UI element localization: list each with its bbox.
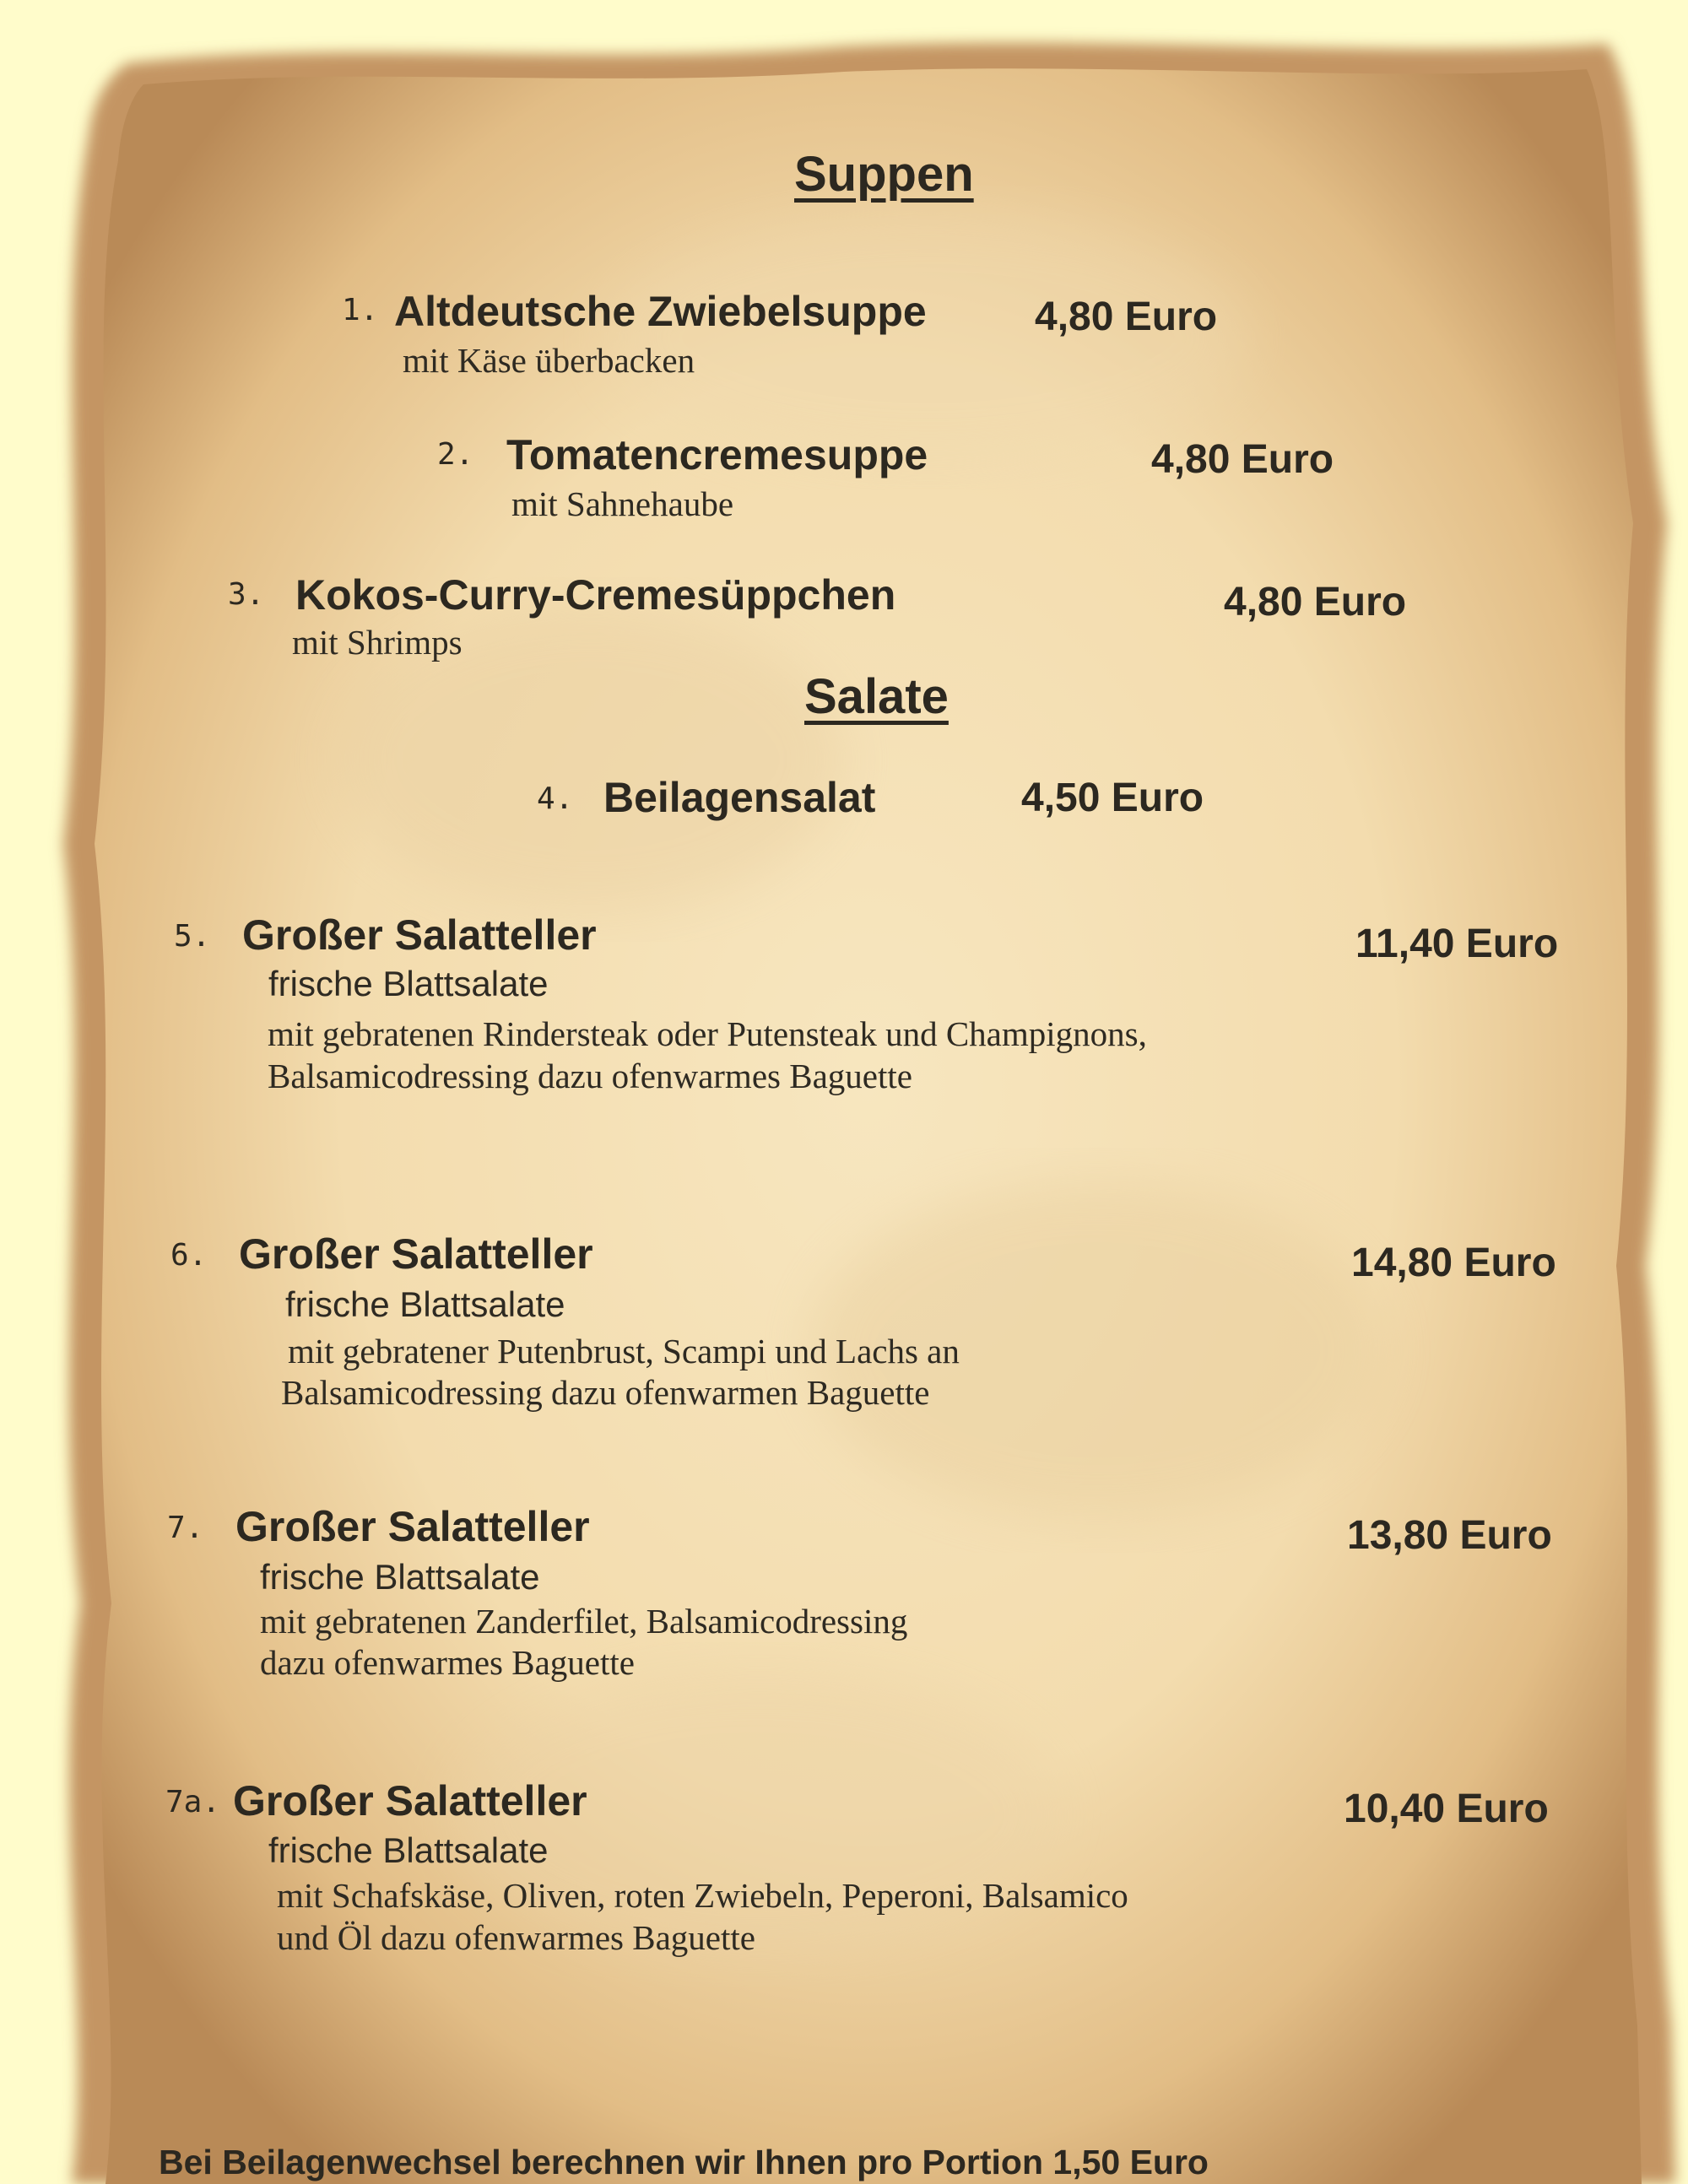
item-description-line: mit gebratener Putenbrust, Scampi und Lachs an xyxy=(288,1332,960,1370)
item-price: 4,80 Euro xyxy=(1151,437,1334,482)
footer-note: Bei Beilagenwechsel berechnen wir Ihnen pro Portion 1,50 Euro xyxy=(159,2143,1209,2181)
item-description-line: und Öl dazu ofenwarmes Baguette xyxy=(277,1918,755,1957)
item-description-line: Balsamicodressing dazu ofenwarmes Baguette xyxy=(268,1057,912,1095)
item-name: Großer Salatteller xyxy=(242,911,597,959)
item-number: 7. xyxy=(167,1511,204,1545)
item-description-line: mit gebratenen Rindersteak oder Putensteak und Champignons, xyxy=(268,1014,1147,1053)
item-description-line: mit Schafskäse, Oliven, roten Zwiebeln, Peperoni, Balsamico xyxy=(277,1876,1128,1915)
item-name: Beilagensalat xyxy=(603,774,876,821)
item-description-line: mit gebratenen Zanderfilet, Balsamicodressing xyxy=(260,1602,908,1641)
item-name: Altdeutsche Zwiebelsuppe xyxy=(394,288,927,335)
item-number: 4. xyxy=(537,781,574,816)
item-number: 3. xyxy=(228,577,265,612)
item-price: 4,80 Euro xyxy=(1224,580,1407,624)
item-description-line: mit Shrimps xyxy=(292,623,463,662)
item-number: 7a. xyxy=(165,1785,221,1819)
item-name: Großer Salatteller xyxy=(233,1777,587,1825)
item-price: 4,80 Euro xyxy=(1035,295,1218,339)
item-name: Großer Salatteller xyxy=(235,1503,590,1550)
item-price: 10,40 Euro xyxy=(1344,1787,1549,1831)
item-description-line: mit Sahnehaube xyxy=(511,484,734,523)
item-name: Großer Salatteller xyxy=(239,1230,593,1278)
item-price: 4,50 Euro xyxy=(1021,776,1204,820)
item-number: 5. xyxy=(174,919,211,954)
item-name: Tomatencremesuppe xyxy=(506,431,928,478)
item-subtitle: frische Blattsalate xyxy=(260,1557,540,1597)
item-price: 11,40 Euro xyxy=(1355,922,1559,966)
item-subtitle: frische Blattsalate xyxy=(268,1830,549,1870)
item-description-line: mit Käse überbacken xyxy=(403,341,695,380)
item-description-line: dazu ofenwarmes Baguette xyxy=(260,1643,635,1682)
item-subtitle: frische Blattsalate xyxy=(268,964,549,1003)
section-heading-suppen: Suppen xyxy=(794,147,974,202)
item-price: 14,80 Euro xyxy=(1351,1241,1556,1285)
item-number: 2. xyxy=(437,437,474,472)
section-heading-salate: Salate xyxy=(804,669,949,724)
item-description-line: Balsamicodressing dazu ofenwarmen Baguette xyxy=(281,1373,930,1412)
item-name: Kokos-Curry-Cremesüppchen xyxy=(295,571,896,619)
item-subtitle: frische Blattsalate xyxy=(285,1284,565,1324)
item-number: 1. xyxy=(342,293,379,327)
item-price: 13,80 Euro xyxy=(1347,1513,1552,1558)
item-number: 6. xyxy=(170,1238,208,1273)
